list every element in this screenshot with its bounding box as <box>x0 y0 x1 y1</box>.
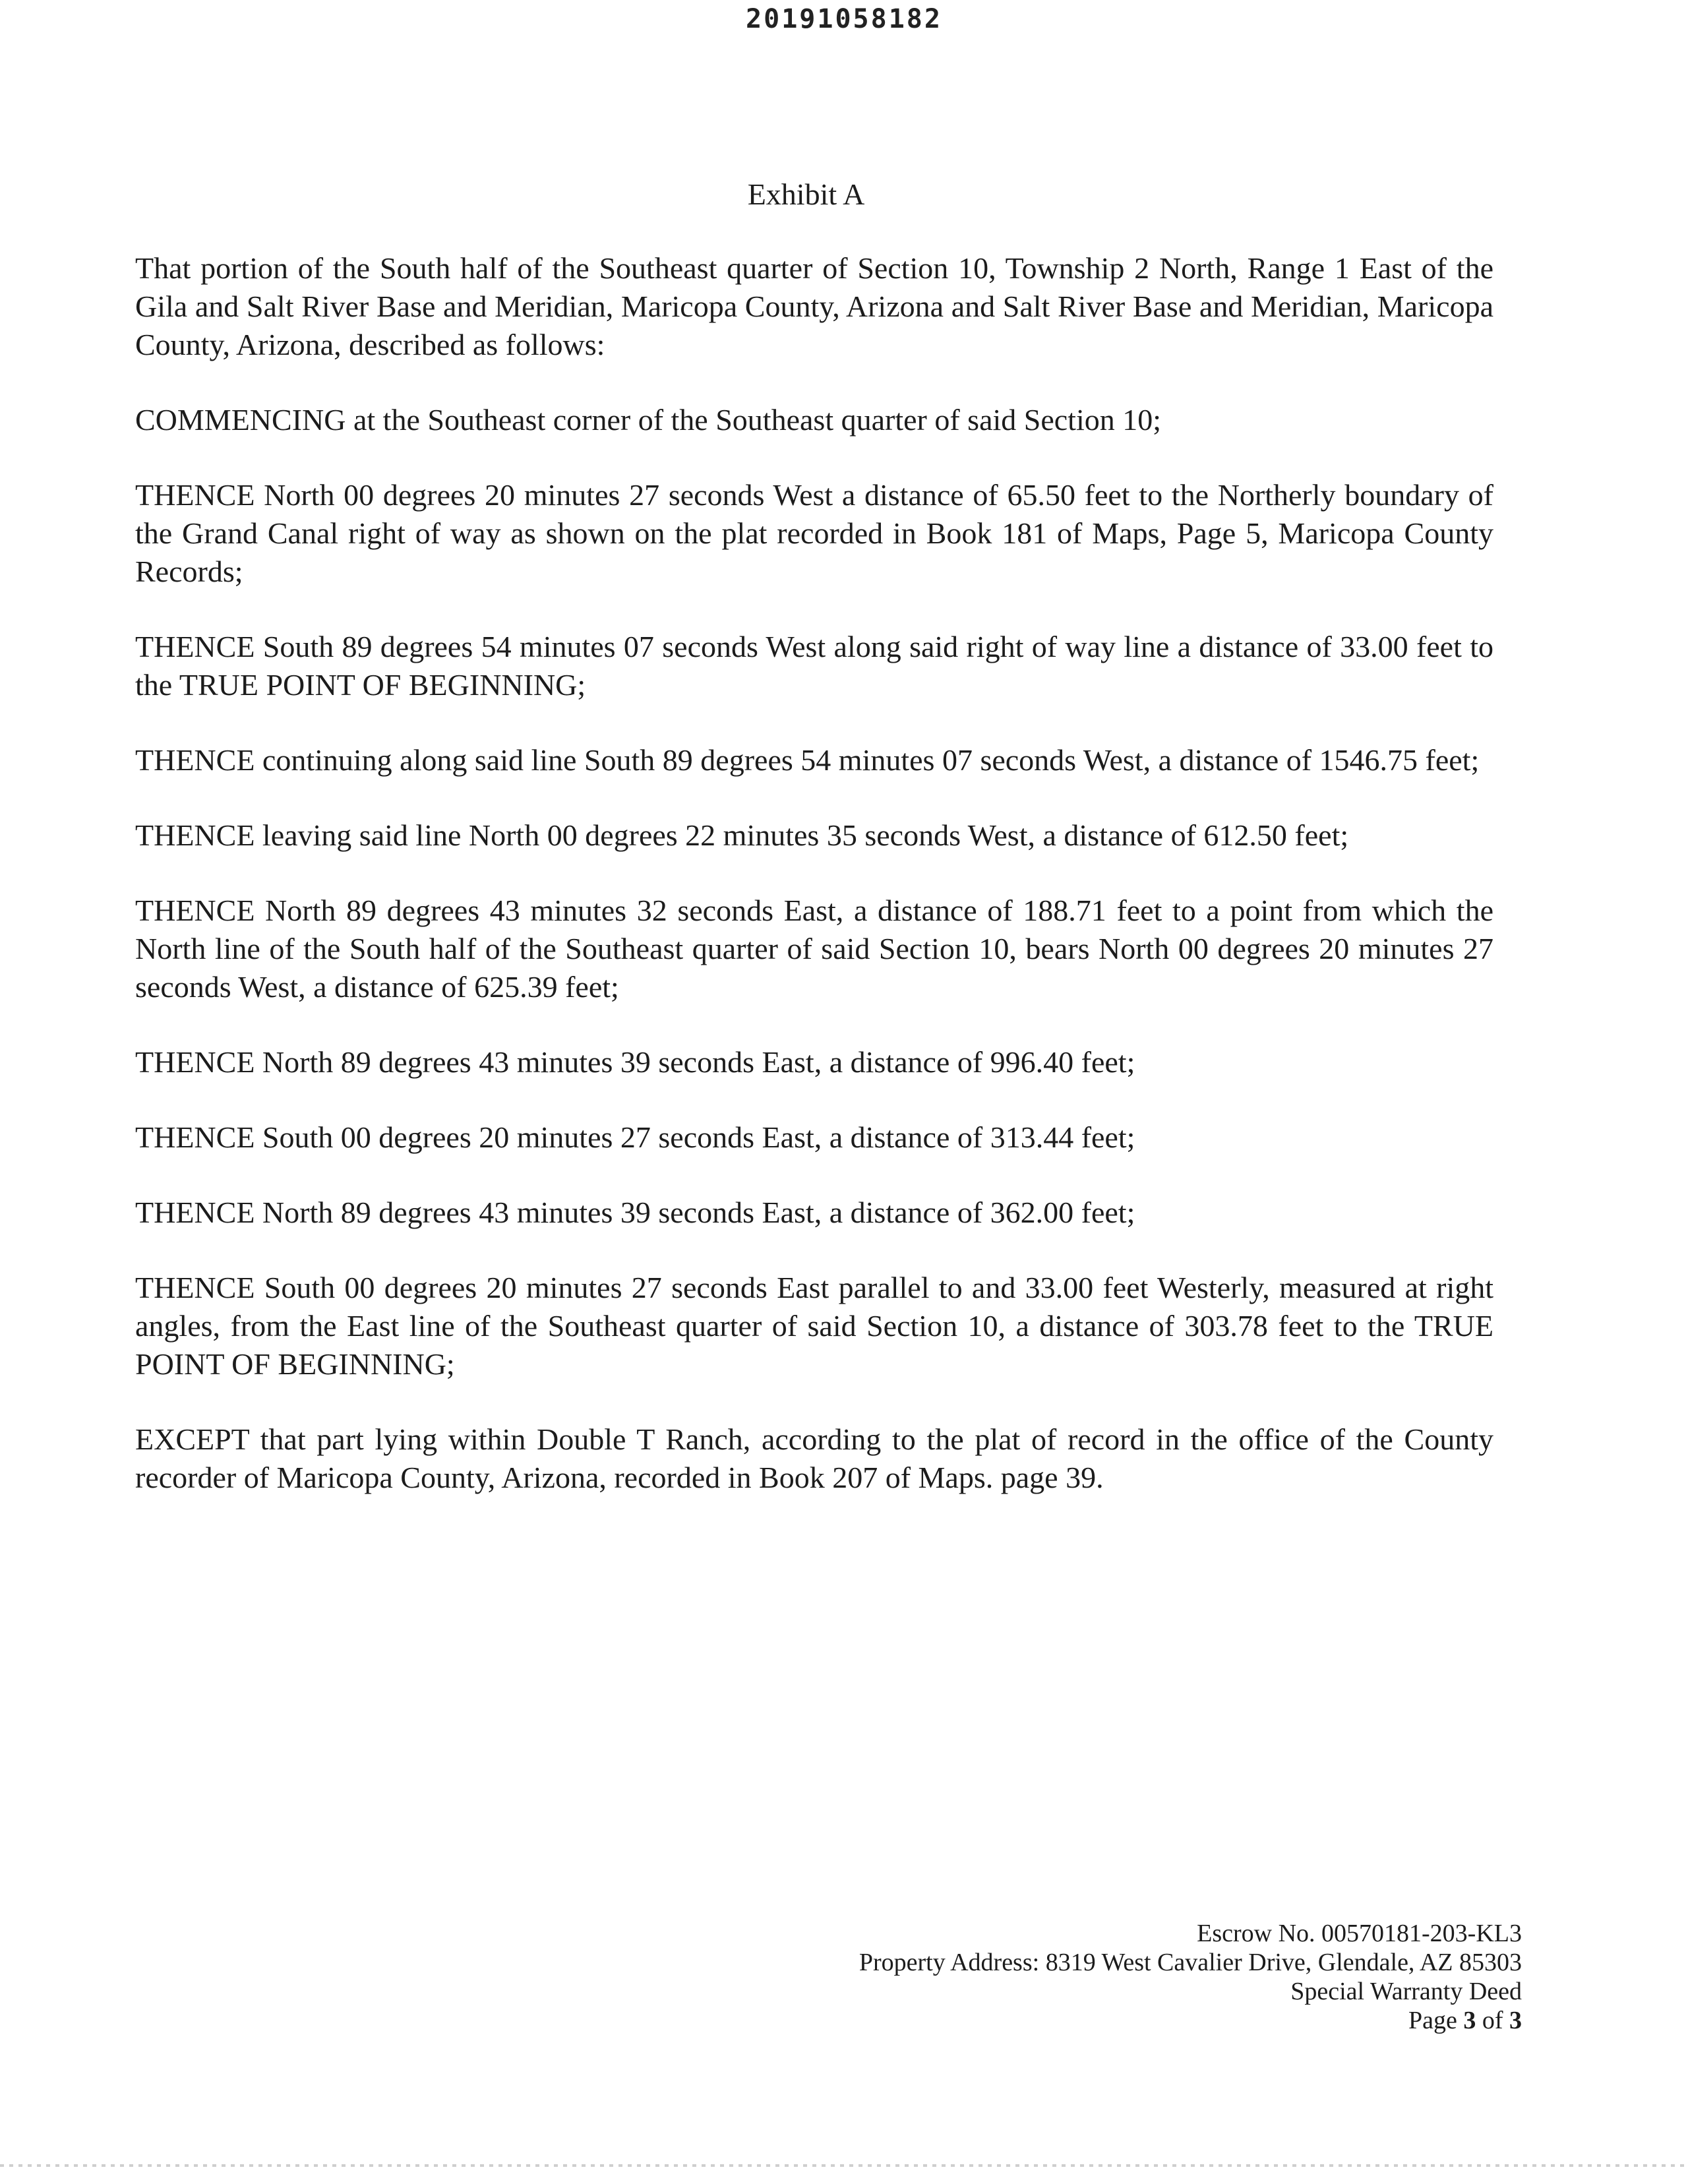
paragraph-thence-6: THENCE North 89 degrees 43 minutes 39 seconds East, a distance of 996.40 feet; <box>135 1045 1135 1079</box>
paragraph-commencing: COMMENCING at the Southeast corner of the Southeast quarter of said Section 10; <box>135 403 1162 437</box>
paragraph-thence-7: THENCE South 00 degrees 20 minutes 27 seconds East, a distance of 313.44 feet; <box>135 1120 1135 1154</box>
paragraph-thence-2: THENCE South 89 degrees 54 minutes 07 seconds West along said right of way line a distance of 33.00 feet to the TRUE POINT OF BEGINNING; <box>135 630 1493 702</box>
paragraph-thence-1: THENCE North 00 degrees 20 minutes 27 seconds West a distance of 65.50 feet to the Northerly boundary of the Grand Canal right of way as shown on the plat recorded in Book 181 of Maps, Page 5, Maricopa County Records; <box>135 478 1493 588</box>
paragraph-thence-5: THENCE North 89 degrees 43 minutes 32 seconds East, a distance of 188.71 feet to a point from which the North line of the South half of the Southeast quarter of said Section 10, bears North 00 degrees 20 minutes 27 seconds West, a distance of 625.39 feet; <box>135 894 1493 1004</box>
paragraph-except: EXCEPT that part lying within Double T Ranch, according to the plat of record in the office of the County recorder of Maricopa County, Arizona, recorded in Book 207 of Maps. page 39. <box>135 1422 1493 1494</box>
escrow-number: Escrow No. 00570181-203-KL3 <box>1197 1920 1522 1947</box>
deed-type: Special Warranty Deed <box>1290 1978 1522 2005</box>
legal-description <box>135 249 1493 1534</box>
paragraph-thence-8: THENCE North 89 degrees 43 minutes 39 seconds East, a distance of 362.00 feet; <box>135 1196 1135 1229</box>
exhibit-title: Exhibit A <box>747 177 865 211</box>
page-of: of <box>1476 2007 1509 2034</box>
paragraph-thence-4: THENCE leaving said line North 00 degrees 22 minutes 35 seconds West, a distance of 612.50 feet; <box>135 818 1349 852</box>
document-footer <box>467 1919 1522 2035</box>
scan-artifact-line <box>0 2164 1688 2167</box>
recording-number: 20191058182 <box>746 4 942 34</box>
page-total: 3 <box>1509 2007 1522 2034</box>
paragraph-thence-9: THENCE South 00 degrees 20 minutes 27 seconds East parallel to and 33.00 feet Westerly, measured at right angles, from the East line of the Southeast quarter of said Section 10, a distance of 303.78 feet to the TRUE POINT OF BEGINNING; <box>135 1271 1493 1381</box>
property-address: Property Address: 8319 West Cavalier Drive, Glendale, AZ 85303 <box>859 1949 1522 1976</box>
paragraph-intro: That portion of the South half of the Southeast quarter of Section 10, Township 2 North, Range 1 East of the Gila and Salt River Base and Meridian, Maricopa County, Arizona and Salt River Base and Meridian, Maricopa County, Arizona, described as follows: <box>135 251 1493 361</box>
page-prefix: Page <box>1408 2007 1464 2034</box>
page-indicator <box>467 2006 1522 2035</box>
page-current: 3 <box>1463 2007 1476 2034</box>
paragraph-thence-3: THENCE continuing along said line South 89 degrees 54 minutes 07 seconds West, a distance of 1546.75 feet; <box>135 743 1480 777</box>
